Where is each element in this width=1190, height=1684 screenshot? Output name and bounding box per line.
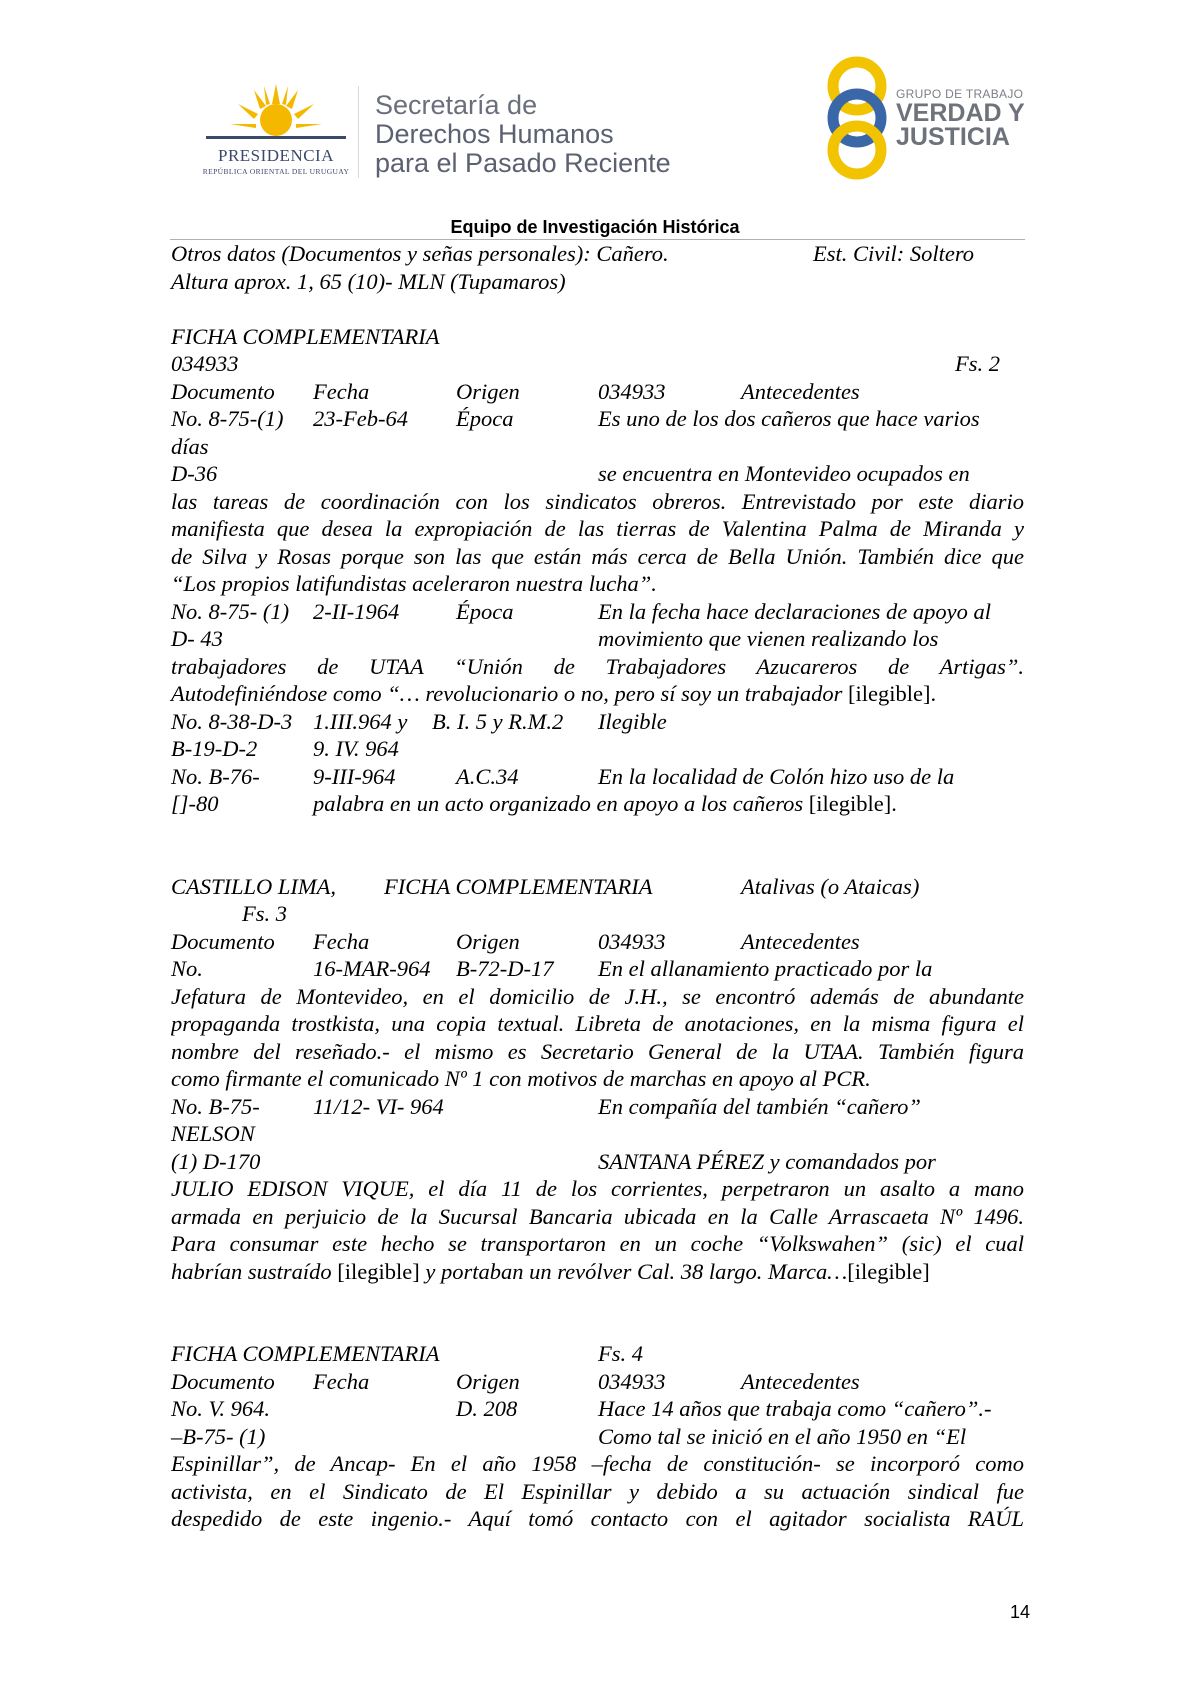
illegible-note: [ilegible] [847, 1258, 930, 1284]
folio-label: Fs. 2 [955, 351, 1000, 376]
height-line: Altura aprox. 1, 65 (10)- MLN (Tupamaros) [171, 268, 566, 294]
row-doc: No. 8-38-D-3 [171, 708, 293, 734]
folio-label: Fs. 3 [242, 901, 287, 926]
table-row [171, 735, 1024, 763]
text-line [171, 900, 1024, 928]
secretaria-line-2: Derechos Humanos [375, 119, 614, 149]
row-text: Ilegible [598, 708, 667, 734]
paragraph-line: Para consumar este hecho se transportaron en un coche “Volkswahen” (sic) el cual [171, 1231, 1024, 1256]
italic-text: palabra en un acto organizado en apoyo a los cañeros [313, 791, 804, 816]
text-line [171, 873, 1024, 901]
col-documento: Documento [171, 928, 275, 954]
paragraph-line: “Los propios latifundistas aceleraron nuestra lucha”. [171, 571, 657, 596]
section-title: Equipo de Investigación Histórica [450, 217, 740, 237]
text-line [171, 350, 1024, 378]
italic-text: habrían sustraído [171, 1258, 332, 1284]
paragraph-line [171, 1258, 930, 1286]
paragraph-line: Jefatura de Montevideo, en el domicilio de J.H., se encontró además de abundante [171, 983, 1024, 1009]
col-number: 034933 [598, 1368, 666, 1394]
row-date: 23-Feb-64 [313, 406, 408, 431]
row-date: 16-MAR-964 [313, 956, 431, 981]
table-row [171, 1423, 1024, 1451]
col-fecha: Fecha [313, 378, 370, 404]
row-date: 1.III.964 y [313, 708, 408, 734]
table-row [171, 625, 1024, 653]
table-row [171, 790, 1024, 818]
col-antecedentes: Antecedentes [741, 928, 860, 954]
italic-text: Autodefiniéndose como “… revolucionario o no, pero sí soy un trabajador [171, 681, 843, 706]
row-doc: D-36 [171, 461, 218, 486]
row-doc: No. B-76- [171, 763, 260, 789]
presidencia-logo [196, 84, 356, 184]
row-text: En la localidad de Colón hizo uso de la [598, 763, 955, 789]
text-line [171, 1120, 1024, 1148]
table-header [171, 378, 1024, 406]
row-origin: B-72-D-17 [456, 956, 554, 981]
ficha-title: FICHA COMPLEMENTARIA [171, 323, 440, 349]
text-line [171, 433, 1024, 461]
secretaria-line-1: Secretaría de [375, 90, 538, 120]
alias: Atalivas (o Ataicas) [741, 873, 920, 899]
row-doc: []-80 [171, 791, 219, 816]
ficha-id: 034933 [171, 351, 239, 376]
text-line [171, 1340, 1024, 1368]
row-text [313, 790, 897, 818]
col-number: 034933 [598, 378, 666, 404]
document-body [171, 240, 1024, 1533]
illegible-note: [ilegible]. [803, 791, 897, 816]
row-origin: B. I. 5 y R.M.2 [432, 708, 564, 734]
other-data: Otros datos (Documentos y señas personales): Cañero. [171, 241, 669, 266]
secretaria-line-3: para el Pasado Reciente [375, 148, 671, 178]
row-text-cont: días [171, 433, 209, 459]
row-text: En la fecha hace declaraciones de apoyo al [598, 598, 992, 624]
row-doc: D- 43 [171, 626, 223, 651]
row-doc: No. V. 964. [171, 1396, 270, 1421]
row-doc: No. 8-75- (1) [171, 598, 290, 624]
paragraph-line: propaganda trostkista, una copia textual. Libreta de anotaciones, en la misma figura el [171, 1011, 1024, 1036]
verdad-label: VERDAD Y [896, 99, 1025, 127]
logo-divider [358, 86, 359, 178]
text-line [171, 240, 1024, 268]
col-documento: Documento [171, 378, 275, 404]
row-text: Hace 14 años que trabaja como “cañero”.- [598, 1396, 992, 1421]
table-row [171, 1395, 1024, 1423]
paragraph-line: las tareas de coordinación con los sindicatos obreros. Entrevistado por este diario [171, 488, 1024, 514]
person-name: CASTILLO LIMA, [171, 873, 337, 899]
illegible-note: [ilegible]. [842, 681, 937, 706]
italic-text: y portaban un revólver Cal. 38 largo. Marca… [425, 1258, 848, 1284]
text-line [171, 1065, 1024, 1093]
col-fecha: Fecha [313, 928, 370, 954]
table-row [171, 598, 1024, 626]
table-header [171, 928, 1024, 956]
text-line [171, 268, 1024, 296]
sun-icon [196, 84, 356, 146]
col-documento: Documento [171, 1368, 275, 1394]
table-header [171, 1368, 1024, 1396]
row-text: se encuentra en Montevideo ocupados en [598, 461, 970, 486]
paragraph-line: JULIO EDISON VIQUE, el día 11 de los corrientes, perpetraron un asalto a mano [171, 1176, 1024, 1201]
text-line [171, 680, 1024, 708]
table-row [171, 763, 1024, 791]
folio-label: Fs. 4 [598, 1341, 643, 1366]
paragraph-line: trabajadores de UTAA “Unión de Trabajadores Azucareros de Artigas”. [171, 653, 1024, 679]
row-doc: –B-75- (1) [171, 1423, 266, 1449]
col-origen: Origen [456, 928, 520, 954]
row-doc: No. [171, 956, 203, 981]
row-text: En el allanamiento practicado por la [598, 956, 933, 981]
presidencia-subtitle: REPÚBLICA ORIENTAL DEL URUGUAY [202, 167, 350, 176]
paragraph-line: Espinillar”, de Ancap- En el año 1958 –fecha de constitución- se incorporó como [171, 1451, 1024, 1476]
row-text: SANTANA PÉREZ y comandados por [598, 1148, 936, 1174]
table-row [171, 955, 1024, 983]
row-text: Es uno de los dos cañeros que hace varios [598, 406, 980, 431]
paragraph-line: despedido de este ingenio.- Aquí tomó contacto con el agitador socialista RAÚL [171, 1506, 1024, 1531]
col-origen: Origen [456, 378, 520, 404]
text-line [171, 323, 1024, 351]
paragraph-line: activista, en el Sindicato de El Espinillar y debido a su actuación sindical fue [171, 1478, 1024, 1504]
presidencia-name: PRESIDENCIA [217, 146, 334, 165]
page-number: 14 [1009, 1602, 1030, 1622]
verdad-justicia-logo [820, 56, 1030, 182]
row-text: movimiento que vienen realizando los [598, 626, 939, 651]
row-doc: (1) D-170 [171, 1148, 261, 1174]
civil-status: Est. Civil: Soltero [813, 241, 975, 266]
col-antecedentes: Antecedentes [741, 1368, 860, 1394]
table-row [171, 1148, 1024, 1176]
table-row [171, 1093, 1024, 1121]
paragraph-line: como firmante el comunicado Nº 1 con motivos de marchas en apoyo al PCR. [171, 1066, 871, 1091]
paragraph-line: manifiesta que desea la expropiación de las tierras de Valentina Palma de Miranda y [171, 516, 1024, 541]
row-doc: B-19-D-2 [171, 736, 258, 761]
col-origen: Origen [456, 1368, 520, 1394]
row-doc: No. 8-75-(1) [171, 406, 284, 431]
row-origin: Época [456, 406, 514, 431]
secretaria-logo-text [375, 90, 671, 178]
ficha-title: FICHA COMPLEMENTARIA [384, 873, 653, 899]
row-date: 11/12- VI- 964 [313, 1093, 444, 1119]
grupo-label: GRUPO DE TRABAJO [896, 87, 1024, 101]
paragraph-line: de Silva y Rosas porque son las que están más cerca de Bella Unión. También dice que [171, 543, 1024, 569]
illegible-note: [ilegible] [331, 1258, 426, 1284]
paragraph-line: armada en perjuicio de la Sucursal Bancaria ubicada en la Calle Arrascaeta Nº 1496. [171, 1203, 1024, 1229]
col-fecha: Fecha [313, 1368, 370, 1394]
row-text: En compañía del también “cañero” [598, 1093, 921, 1119]
row-origin: Época [456, 598, 514, 624]
text-line [171, 1258, 1024, 1286]
row-doc: No. B-75- [171, 1093, 260, 1119]
row-origin: D. 208 [456, 1396, 518, 1421]
row-origin: A.C.34 [456, 763, 519, 789]
table-row [171, 405, 1024, 433]
justicia-label: JUSTICIA [896, 123, 1010, 151]
text-line [171, 570, 1024, 598]
row-text: Como tal se inició en el año 1950 en “El [598, 1423, 967, 1449]
linked-rings-icon [820, 56, 894, 182]
ficha-title: FICHA COMPLEMENTARIA [171, 1341, 440, 1366]
col-antecedentes: Antecedentes [741, 378, 860, 404]
paragraph-line: nombre del reseñado.- el mismo es Secretario General de la UTAA. También figura [171, 1038, 1024, 1064]
row-date: 9-III-964 [313, 763, 396, 789]
paragraph-line [171, 680, 936, 708]
row-date: 9. IV. 964 [313, 736, 399, 761]
row-text-cont: NELSON [171, 1121, 255, 1146]
table-row [171, 708, 1024, 736]
row-date: 2-II-1964 [313, 598, 400, 624]
table-row [171, 460, 1024, 488]
col-number: 034933 [598, 928, 666, 954]
